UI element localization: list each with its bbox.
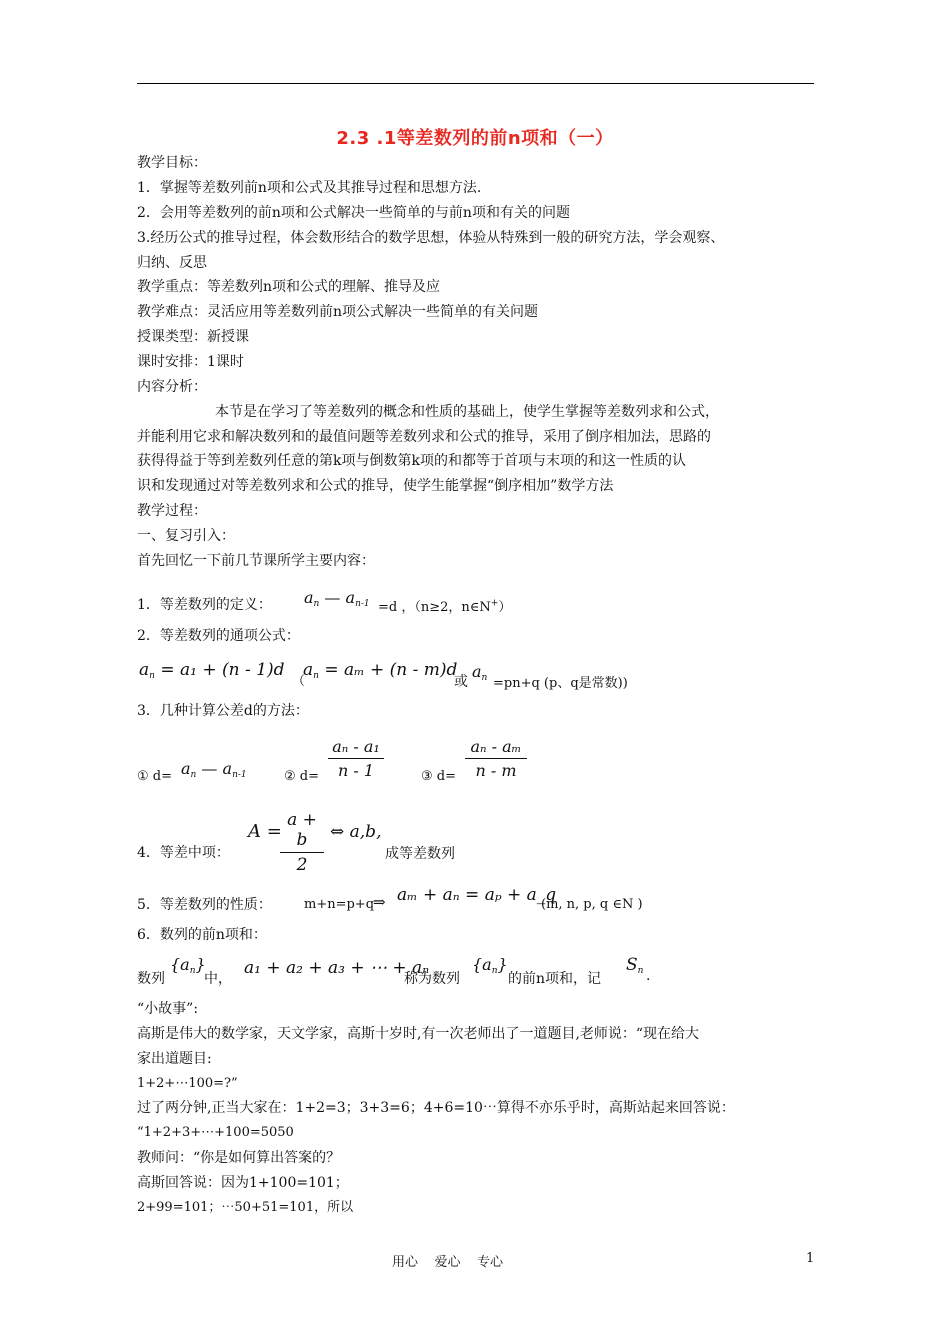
goal-1: 1．掌握等差数列前n项和公式及其推导过程和思想方法.	[137, 180, 482, 196]
mean-denominator: 2	[296, 855, 308, 875]
story-line-7: 高斯回答说：因为1+100=101；	[137, 1175, 349, 1191]
general-term-formula: $a_n = a_1 + (n - 1)d$	[139, 660, 285, 681]
property-label: 5．等差数列的性质：	[137, 897, 272, 913]
analysis-paragraph-line-3: 获得得益于等到差数列任意的第k项与倒数第k项的和都等于首项与末项的和这一性质的认	[137, 453, 686, 469]
story-line-1: 高斯是伟大的数学家，天文学家，高斯十岁时,有一次老师出了一道题目,老师说：“现在给大	[137, 1026, 700, 1042]
arithmetic-mean-label: 4．等差中项：	[137, 845, 230, 861]
fraction-bar	[465, 758, 527, 759]
sum-expression: a₁ + a₂ + a₃ + ⋯ + aₙ	[244, 958, 430, 978]
story-line-3: 1+2+⋯100=?”	[137, 1076, 238, 1091]
mean-fraction	[280, 810, 324, 875]
method-2-numerator: aₙ - a₁	[332, 737, 380, 756]
story-title: “小故事”:	[137, 1001, 199, 1017]
story-line-5: “1+2+3+⋯+100=5050	[137, 1125, 294, 1140]
method-3-numerator: aₙ - aₘ	[470, 737, 522, 756]
or-text: 或	[454, 674, 468, 690]
review-heading: 一、复习引入：	[137, 528, 235, 544]
method-3-denominator: n - m	[475, 761, 517, 780]
general-term-linear-a: $a_n$	[472, 662, 488, 683]
header-rule	[137, 83, 814, 84]
partial-sum-text: 的前n项和，记	[508, 971, 602, 987]
sequence-text: 数列	[137, 971, 165, 987]
mean-numerator: a + b	[287, 810, 317, 850]
method-2-denominator: n - 1	[337, 761, 375, 780]
difficult-point: 教学难点：灵活应用等差数列前n项公式解决一些简单的有关问题	[137, 304, 539, 320]
key-point: 教学重点：等差数列n项和公式的理解、推导及应	[137, 279, 441, 295]
story-line-2: 家出道题目:	[137, 1051, 212, 1067]
footer-motto: 用心 爱心 专心	[392, 1255, 504, 1270]
story-line-4: 过了两分钟,正当大家在：1+2=3；3+3=6；4+6=10⋯算得不亦乐乎时，高斯站起来回答说：	[137, 1100, 735, 1116]
difference-methods-label: 3．几种计算公差d的方法：	[137, 703, 309, 719]
mean-A: A =	[248, 821, 282, 842]
called-text: 称为数列	[404, 971, 460, 987]
property-formula: aₘ + aₙ = aₚ + a_q	[397, 885, 557, 905]
general-term-alt-formula: $a_n = a_m + (n - m)d$	[303, 660, 458, 681]
period: .	[646, 968, 651, 984]
analysis-paragraph-line-4: 识和发现通过对等差数列求和公式的推导，使学生能掌握“倒序相加”数学方法	[137, 478, 614, 494]
definition-condition: =d ，（n≥2，n∈N+）	[378, 598, 512, 615]
partial-sum-label: 6．数列的前n项和：	[137, 927, 267, 943]
implies-symbol: ⇒	[373, 893, 386, 911]
property-domain: (m, n, p, q ∈N )	[541, 897, 643, 912]
method-1-label: ① d=	[137, 769, 173, 784]
lesson-time: 课时安排：1课时	[137, 354, 244, 370]
fraction-bar	[280, 852, 324, 853]
goal-2: 2．会用等差数列的前n项和公式解决一些简单的与前n项和有关的问题	[137, 205, 570, 221]
fraction-bar	[328, 758, 384, 759]
lesson-type: 授课类型：新授课	[137, 329, 249, 345]
sum-symbol: $S_n$	[626, 955, 644, 976]
analysis-paragraph-line-2: 并能利用它求和解决数列和的最值问题等差数列求和公式的推导，采用了倒序相加法，思路的	[137, 429, 711, 445]
page-title: 2.3 .1等差数列的前n项和（一）	[336, 128, 614, 149]
teaching-goals-heading: 教学目标：	[137, 155, 207, 171]
general-term-linear: =pn+q (p、q是常数))	[493, 676, 628, 691]
goal-3-cont: 归纳、反思	[137, 255, 207, 271]
sequence-braces: $\{a_n\}$	[170, 955, 206, 976]
method-3-label: ③ d=	[421, 769, 457, 784]
method-3-fraction	[465, 737, 527, 780]
method-2-label: ② d=	[284, 769, 320, 784]
review-intro: 首先回忆一下前几节课所学主要内容：	[137, 553, 375, 569]
property-condition: m+n=p+q	[304, 897, 375, 912]
mean-iff: ⇔ a,b,	[330, 822, 382, 842]
definition-formula: $a_n$ — $a_{n-1}$	[304, 588, 370, 609]
in-text: 中，	[204, 971, 232, 987]
general-term-label: 2．等差数列的通项公式：	[137, 628, 300, 644]
story-line-6: 教师问：“你是如何算出答案的？	[137, 1150, 341, 1166]
sequence-braces-2: $\{a_n\}$	[472, 955, 508, 976]
goal-3: 3.经历公式的推导过程，体会数形结合的数学思想，体验从特殊到一般的研究方法，学会观察、	[137, 230, 725, 246]
teaching-process-heading: 教学过程：	[137, 503, 207, 519]
definition-label: 1．等差数列的定义：	[137, 597, 272, 613]
analysis-paragraph-line-1: 本节是在学习了等差数列的概念和性质的基础上，使学生掌握等差数列求和公式，	[215, 404, 719, 420]
content-analysis-heading: 内容分析：	[137, 379, 207, 395]
general-term-paren: （	[292, 674, 306, 689]
page-number: 1	[806, 1251, 815, 1266]
story-line-8: 2+99=101；⋯50+51=101，所以	[137, 1200, 354, 1215]
mean-tail: 成等差数列	[385, 846, 455, 862]
method-2-fraction	[328, 737, 384, 780]
method-1-formula: $a_n$ — $a_{n-1}$	[181, 759, 247, 780]
